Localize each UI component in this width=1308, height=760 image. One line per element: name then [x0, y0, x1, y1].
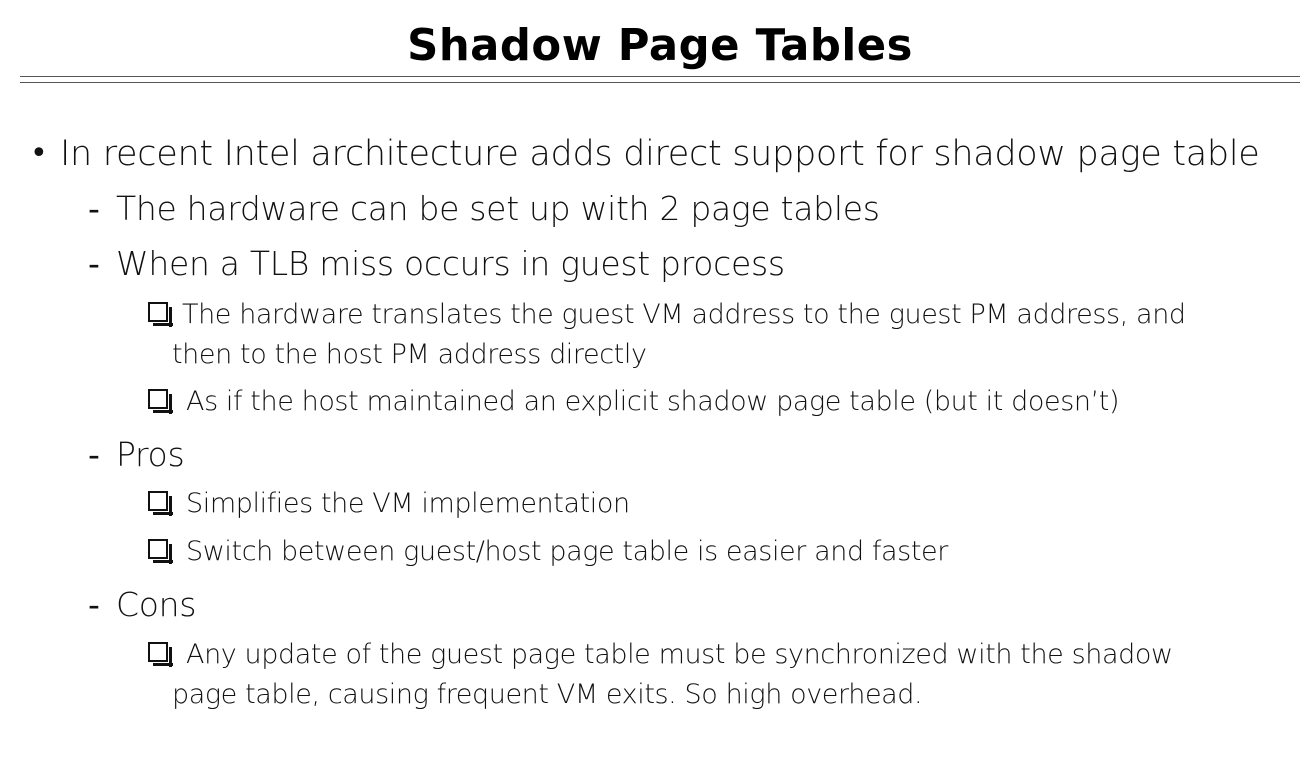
checkbox-bullet-icon	[148, 389, 168, 409]
checkbox-bullet-icon	[148, 539, 168, 559]
main-bullet-text: In recent Intel architecture adds direct support for shadow page table	[60, 134, 1260, 174]
checkbox-bullet-icon	[148, 642, 168, 662]
tlb-item-as-if: As if the host maintained an explicit shadow page table (but it doesn’t)	[186, 386, 1120, 417]
dash-marker: -	[88, 585, 100, 624]
sub-bullet-tlb-miss: When a TLB miss occurs in guest process	[116, 244, 785, 283]
sub-bullet-pros: Pros	[116, 435, 185, 474]
cons-item-update-line1: Any update of the guest page table must be synchronized with the shadow	[186, 639, 1173, 670]
checkbox-bullet-icon	[148, 302, 168, 322]
sub-bullet-cons: Cons	[116, 585, 197, 624]
cons-item-update-line2: page table, causing frequent VM exits. So high overhead.	[172, 679, 923, 710]
dash-marker: -	[88, 189, 100, 228]
tlb-item-translate-line1: The hardware translates the guest VM address to the guest PM address, and	[182, 299, 1186, 330]
dash-marker: -	[88, 244, 100, 283]
bullet-marker: •	[30, 136, 48, 171]
pros-item-simplifies: Simplifies the VM implementation	[186, 488, 630, 519]
dash-marker: -	[88, 435, 100, 474]
slide-title: Shadow Page Tables	[407, 20, 913, 71]
sub-bullet-hardware: The hardware can be set up with 2 page tables	[116, 189, 880, 228]
tlb-item-translate-line2: then to the host PM address directly	[172, 339, 647, 370]
checkbox-bullet-icon	[148, 491, 168, 511]
pros-item-switch: Switch between guest/host page table is easier and faster	[186, 536, 948, 567]
